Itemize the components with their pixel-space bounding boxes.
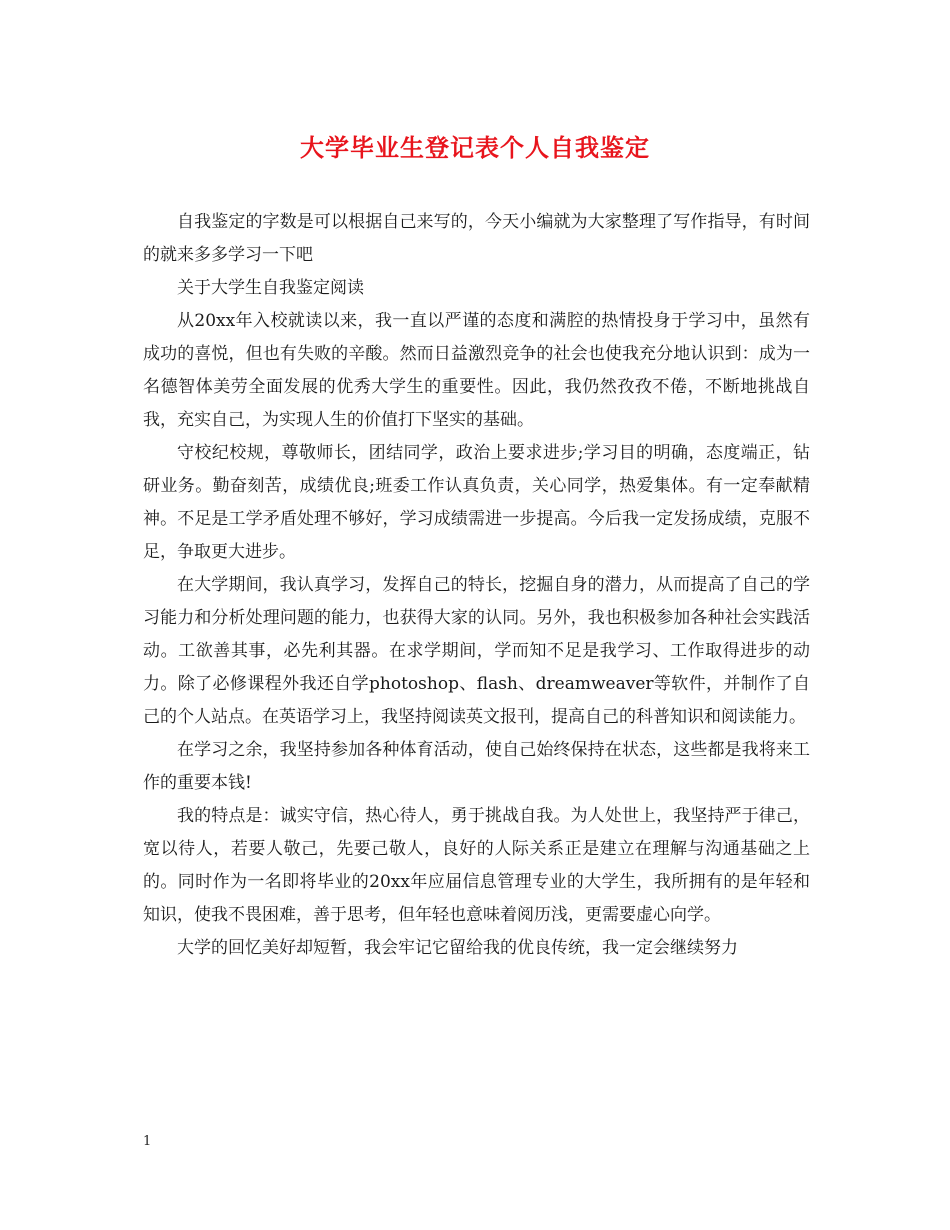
paragraph-study: 在大学期间，我认真学习，发挥自己的特长，挖掘自身的潜力，从而提高了自己的学习能力和分析处理问题的能力，也获得大家的认同。另外，我也积极参加各种社会实践活动。工欲善其事，必先利其器。在求学期间，学而知不足是我学习、工作取得进步的动力。除了必修课程外我还自学photoshop、flash、dreamweaver等软件，并制作了自己的个人站点。在英语学习上，我坚持阅读英文报刊，提高自己的科普知识和阅读能力。 bbox=[143, 575, 810, 727]
paragraph-intro: 自我鉴定的字数是可以根据自己来写的，今天小编就为大家整理了写作指导，有时间的就来多多学习一下吧 bbox=[143, 212, 810, 265]
paragraph-traits: 我的特点是：诚实守信，热心待人，勇于挑战自我。为人处世上，我坚持严于律己，宽以待人，若要人敬己，先要己敬人，良好的人际关系正是建立在理解与沟通基础之上的。同时作为一名即将毕业的20xx年应届信息管理专业的大学生，我所拥有的是年轻和知识，使我不畏困难，善于思考，但年轻也意味着阅历浅，更需要虚心向学。 bbox=[143, 806, 810, 925]
document-body bbox=[143, 206, 810, 965]
document-title: 大学毕业生登记表个人自我鉴定 bbox=[300, 133, 650, 162]
paragraph-discipline: 守校纪校规，尊敬师长，团结同学，政治上要求进步;学习目的明确，态度端正，钻研业务。勤奋刻苦，成绩优良;班委工作认真负责，关心同学，热爱集体。有一定奉献精神。不足是工学矛盾处理不够好，学习成绩需进一步提高。今后我一定发扬成绩，克服不足，争取更大进步。 bbox=[143, 443, 810, 562]
paragraph-sports: 在学习之余，我坚持参加各种体育活动，使自己始终保持在状态，这些都是我将来工作的重要本钱! bbox=[143, 740, 810, 793]
paragraph-closing: 大学的回忆美好却短暂，我会牢记它留给我的优良传统，我一定会继续努力 bbox=[177, 938, 738, 958]
page-number: 1 bbox=[143, 1134, 152, 1149]
paragraph-enrollment: 从20xx年入校就读以来，我一直以严谨的态度和满腔的热情投身于学习中，虽然有成功的喜悦，但也有失败的辛酸。然而日益激烈竞争的社会也使我充分地认识到：成为一名德智体美劳全面发展的优秀大学生的重要性。因此，我仍然孜孜不倦，不断地挑战自我，充实自己，为实现人生的价值打下坚实的基础。 bbox=[143, 311, 810, 430]
paragraph-subheading: 关于大学生自我鉴定阅读 bbox=[177, 278, 364, 298]
